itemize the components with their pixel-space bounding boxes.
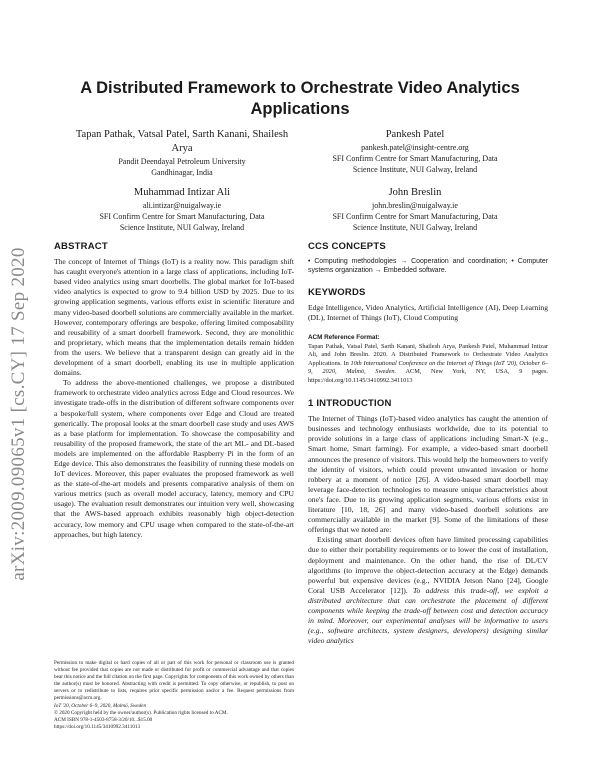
author-affiliation: Pandit Deendayal Petroleum University <box>118 157 246 166</box>
ccs-concepts: • Computing methodologies → Cooperation and coordination; • Computer systems organization → Embedded software. <box>308 258 548 275</box>
abstract-heading: ABSTRACT <box>54 241 108 252</box>
author-names: Muhammad Intizar Ali <box>133 187 231 198</box>
permission-footnote <box>54 660 294 731</box>
introduction-heading: 1 INTRODUCTION <box>308 398 392 410</box>
author-names: Pankesh Patel <box>385 129 445 140</box>
reference-heading: ACM Reference Format: <box>308 333 380 341</box>
author-affiliation: Science Institute, NUI Galway, Ireland <box>352 223 478 232</box>
permission-text: Permission to make digital or hard copies of all or part of this work for personal or classroom use is granted without fee provided that copies are not made or distributed for profit or commercial advantage and that copies bear this notice and the full citation on the first page. Copyrights for components of this work owned by others than the author(s) must be honored. Abstracting with credit is permitted. To copy otherwise, or republish, to post on servers or to redistribute to lists, requires prior specific permission and/or a fee. Request permissions from permissions@acm.org. <box>54 660 294 701</box>
reference-format <box>308 343 548 385</box>
abstract-section <box>54 242 294 540</box>
author-names: Tapan Pathak, Vatsal Patel, Sarth Kanani, Shailesh Arya <box>75 129 289 154</box>
abstract-paragraph: The concept of Internet of Things (IoT) is a reality now. This paradigm shift has caught everyone's attention in a large class of applications, including IoT-based video analytics using smart doorbells. The global market for IoT-based video analytics is expected to grow to 9.4 billion USD by 2025. Due to its growing application segments, various efforts exist in scientific literature and many video-based doorbell solutions are commercially available in the market. However, contemporary offerings are bespoke, offering limited composability and reusability of a smart doorbell framework. Second, they are monolithic and proprietary, which means that the implementation details remain hidden from the users. We believe that a transparent design can greatly aid in the development of a smart doorbell, enabling its use in multiple application domains. <box>54 257 294 378</box>
author-affiliation: Science Institute, NUI Galway, Ireland <box>119 223 245 232</box>
doi-link[interactable]: https://doi.org/10.1145/3410992.3411013 <box>54 724 141 731</box>
reference-tail: ACM, New York, NY, USA, 9 pages. https://doi.org/10.1145/3410992.3411013 <box>308 368 548 384</box>
author-affiliation: Gandhinagar, India <box>151 168 213 177</box>
author-block-4 <box>305 186 525 233</box>
reference-authors: Tapan Pathak, Vatsal Patel, Sarth Kanani, Shailesh Arya, Pankesh Patel, Muhammad Intizar Ali, and John Breslin. 2020. A Distributed Framework to Orchestrate Video Analytics Applications. In <box>308 343 548 367</box>
intro-paragraph <box>308 535 548 646</box>
abstract-paragraph: To address the above-mentioned challenges, we propose a distributed framework to orchestrate video analytics across Edge and Cloud resources. We investigate trade-offs in the distribution of different software components over a bespoke/full system, where components over Edge and Cloud are treated generically. The proposal looks at the smart doorbell case study and uses AWS as a base platform for implementation. To showcase the composability and reusability of the proposed framework, the state of the art ML- and DL-based models are implemented on the affordable Raspberry Pi in the form of an Edge device. This also demonstrates the feasibility of running these models on IoT devices. Moreover, this paper evaluates the proposed framework as well as the state-of-the-art models and presents comparative analysis of them on various metrics (such as overall model accuracy, latency, memory and CPU usage). The evaluation result demonstrates our intuition very well, showcasing that the AWS-based approach exhibits reasonably high object-detection accuracy, low memory and CPU usage when compared to the state-of-the-art approaches, but high latency. <box>54 378 294 539</box>
author-affiliation: SFI Confirm Centre for Smart Manufacturing, Data <box>99 212 265 221</box>
intro-paragraph: The Internet of Things (IoT)-based video analytics has caught the attention of businesses and technology enthusiasts worldwide, due to its potential to provide solutions in a large class of applications including Smart-X (e.g., Smart home, Smart farming). For example, a video-based smart doorbell announces the presence of visitors. This would help the homeowners to verify the identity of visitors, which could prevent unwanted invasion or home robbery at a moment of notice [26]. A video-based smart doorbell may leverage face-detection technologies to measure unique characteristics about one's face. Due to its growing application segments, various efforts exist in literature [10, 18, 26] and many video-based doorbell solutions are commercially available in the market [9]. Some of the limitations of these offerings that we noted are: <box>308 414 548 535</box>
author-block-3 <box>72 186 292 233</box>
intro-italic-text: To address this trade-off, we exploit a distributed architecture that can orchestrate the placement of different components while keeping the trade-off between cost and detection accuracy in mind. Moreover, our experimental analyses will be informative to users (e.g., software architects, system designers, developers) designing similar video analytics <box>308 585 548 646</box>
author-email: ali.intizar@nuigalway.ie <box>142 201 222 210</box>
keywords-heading: KEYWORDS <box>308 286 366 298</box>
author-affiliation: SFI Confirm Centre for Smart Manufacturing, Data <box>332 212 498 221</box>
paper-title: A Distributed Framework to Orchestrate Video Analytics Applications <box>80 79 520 118</box>
author-block-1 <box>72 128 292 178</box>
author-email: pankesh.patel@insight-centre.org <box>361 143 469 152</box>
conference-venue: IoT '20, October 6–9, 2020, Malmö, Sweden <box>54 703 147 710</box>
ccs-heading: CCS CONCEPTS <box>308 241 386 252</box>
keywords-text: Edge Intelligence, Video Analytics, Artificial Intelligence (AI), Deep Learning (DL), Internet of Things (IoT), Cloud Computing <box>308 302 548 322</box>
copyright-line: © 2020 Copyright held by the owner/author(s). Publication rights licensed to ACM. <box>54 710 228 717</box>
reference-venue: 10th International Conference on the Internet of Things (IoT '20), October 6–9, 2020, Malmö, Sweden. <box>308 359 548 376</box>
author-block-2 <box>305 128 525 175</box>
intro-text: Existing smart doorbell devices often have limited processing capabilities due to either their portability requirements or to lower the cost of installation, deployment and maintenance. On the other hand, the rise of DL/CV algorithms (to improve the object-detection accuracy at the Edge) demands powerful but expensive devices (e.g., NVIDIA Jetson Nano [24], Google Coral USB Accelerator [12]). <box>308 535 548 595</box>
right-column <box>308 242 548 646</box>
isbn-line: ACM ISBN 978-1-4503-8758-3/20/10...$15.00 <box>54 717 153 724</box>
author-affiliation: Science Institute, NUI Galway, Ireland <box>352 165 478 174</box>
author-email: john.breslin@nuigalway.ie <box>372 201 458 210</box>
author-affiliation: SFI Confirm Centre for Smart Manufacturing, Data <box>332 154 498 163</box>
author-names: John Breslin <box>388 187 442 198</box>
arxiv-identifier: arXiv:2009.09065v1 [cs.CY] 17 Sep 2020 <box>8 247 29 581</box>
